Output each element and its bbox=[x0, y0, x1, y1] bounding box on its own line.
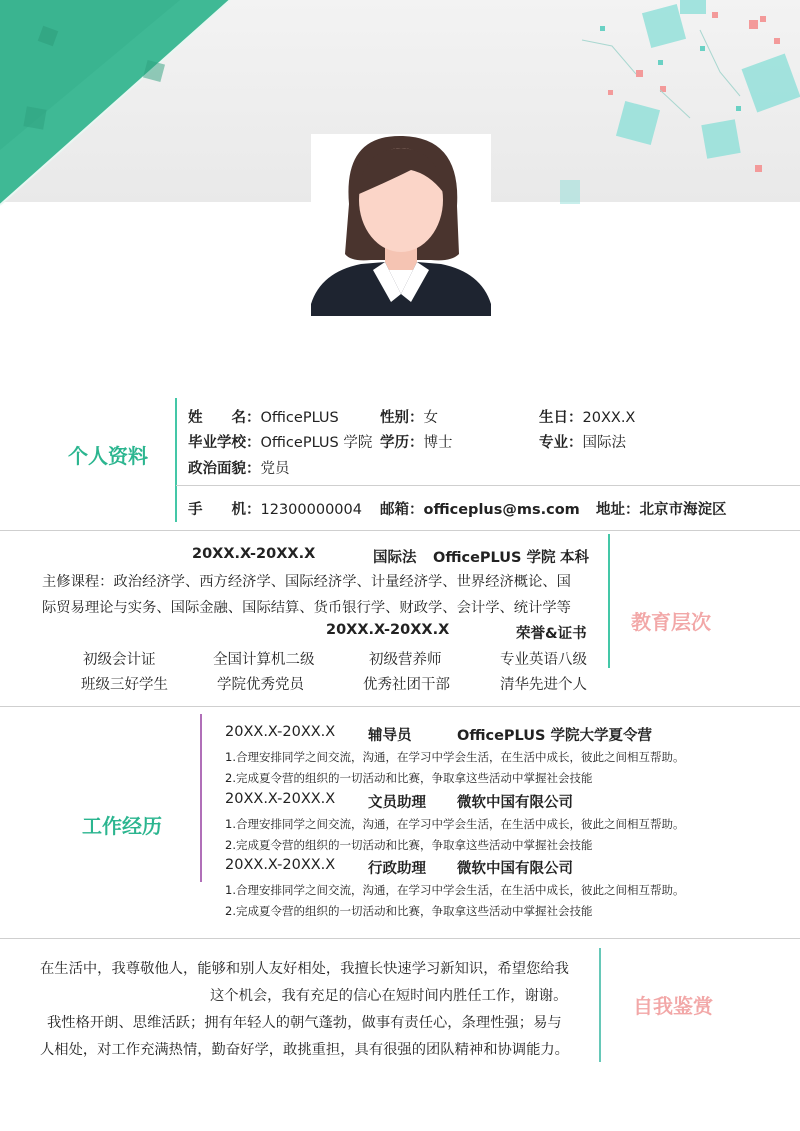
self-text-line2: 这个机会，我有充足的信心在短时间内胜任工作，谢谢。 bbox=[210, 988, 568, 1004]
job-duty: 1.合理安排同学之间交流，沟通，在学习中学会生活，在生活中成长，彼此之间相互帮助。 bbox=[225, 883, 685, 897]
job-role: 行政助理 bbox=[368, 861, 426, 877]
honor-item: 初级会计证 bbox=[83, 652, 156, 668]
job-company: 微软中国有限公司 bbox=[457, 861, 573, 877]
degree-field: 学历：博士 bbox=[380, 435, 453, 451]
section-divider bbox=[175, 398, 177, 522]
edu-school: OfficePLUS 学院 bbox=[433, 550, 556, 566]
address-field: 地址：北京市海淀区 bbox=[596, 502, 727, 518]
job-duty: 1.合理安排同学之间交流，沟通，在学习中学会生活，在生活中成长，彼此之间相互帮助。 bbox=[225, 750, 685, 764]
section-title-personal: 个人资料 bbox=[68, 444, 148, 468]
edu-courses-line2: 际贸易理论与实务、国际金融、国际结算、货币银行学、财政学、会计学、统计学等 bbox=[42, 600, 571, 616]
honor-item: 优秀社团干部 bbox=[363, 677, 450, 693]
section-title-self: 自我鉴赏 bbox=[633, 994, 713, 1018]
edu-period: 20XX.X-20XX.X bbox=[192, 546, 316, 562]
political-field: 政治面貌：党员 bbox=[188, 461, 290, 477]
honors-title: 荣誉&证书 bbox=[516, 626, 587, 642]
job-duty: 2.完成夏令营的组织的一切活动和比赛，争取拿这些活动中掌握社会技能 bbox=[225, 838, 593, 852]
job-period: 20XX.X-20XX.X bbox=[225, 857, 336, 873]
contact-divider bbox=[176, 485, 800, 486]
birth-field: 生日：20XX.X bbox=[539, 410, 636, 426]
edu-courses-line1: 主修课程：政治经济学、西方经济学、国际经济学、计量经济学、世界经济概论、国 bbox=[42, 574, 571, 590]
gender-field: 性别：女 bbox=[380, 410, 438, 426]
honor-item: 班级三好学生 bbox=[81, 677, 168, 693]
name-field: 姓 名：OfficePLUS bbox=[188, 410, 339, 426]
honor-item: 学院优秀党员 bbox=[217, 677, 304, 693]
honor-item: 清华先进个人 bbox=[500, 677, 587, 693]
section-separator bbox=[0, 530, 800, 531]
phone-field: 手 机：12300000004 bbox=[188, 502, 362, 518]
section-separator bbox=[0, 706, 800, 707]
job-period: 20XX.X-20XX.X bbox=[225, 791, 336, 807]
honor-item: 专业英语八级 bbox=[500, 652, 587, 668]
job-duty: 2.完成夏令营的组织的一切活动和比赛，争取拿这些活动中掌握社会技能 bbox=[225, 904, 593, 918]
major-field: 专业：国际法 bbox=[539, 435, 626, 451]
email-field: 邮箱：officeplus@ms.com bbox=[380, 502, 580, 518]
section-title-work: 工作经历 bbox=[82, 814, 162, 838]
self-text-line3: 我性格开朗、思维活跃；拥有年轻人的朝气蓬勃，做事有责任心，条理性强；易与 bbox=[47, 1015, 562, 1031]
section-divider bbox=[599, 948, 601, 1062]
avatar-illustration bbox=[311, 134, 491, 316]
edu-major: 国际法 bbox=[373, 550, 417, 566]
section-divider bbox=[608, 534, 610, 668]
self-text-line1: 在生活中，我尊敬他人，能够和别人友好相处，我擅长快速学习新知识，希望您给我 bbox=[40, 961, 569, 977]
green-triangle-decoration bbox=[0, 0, 240, 210]
school-field: 毕业学校：OfficePLUS 学院 bbox=[188, 435, 373, 451]
section-title-education: 教育层次 bbox=[631, 610, 711, 634]
section-divider bbox=[200, 714, 202, 882]
job-company: OfficePLUS 学院大学夏令营 bbox=[457, 728, 653, 744]
edu-level: 本科 bbox=[560, 550, 589, 566]
honors-period: 20XX.X-20XX.X bbox=[326, 622, 450, 638]
self-text-line4: 人相处，对工作充满热情，勤奋好学，敢挑重担，具有很强的团队精神和协调能力。 bbox=[40, 1042, 569, 1058]
profile-photo bbox=[311, 134, 491, 316]
honor-item: 初级营养师 bbox=[369, 652, 442, 668]
job-company: 微软中国有限公司 bbox=[457, 795, 573, 811]
job-role: 辅导员 bbox=[368, 728, 412, 744]
scattered-squares-decoration bbox=[560, 0, 800, 205]
job-duty: 1.合理安排同学之间交流，沟通，在学习中学会生活，在生活中成长，彼此之间相互帮助。 bbox=[225, 817, 685, 831]
job-period: 20XX.X-20XX.X bbox=[225, 724, 336, 740]
section-separator bbox=[0, 938, 800, 939]
job-duty: 2.完成夏令营的组织的一切活动和比赛，争取拿这些活动中掌握社会技能 bbox=[225, 771, 593, 785]
honor-item: 全国计算机二级 bbox=[213, 652, 315, 668]
job-role: 文员助理 bbox=[368, 795, 426, 811]
